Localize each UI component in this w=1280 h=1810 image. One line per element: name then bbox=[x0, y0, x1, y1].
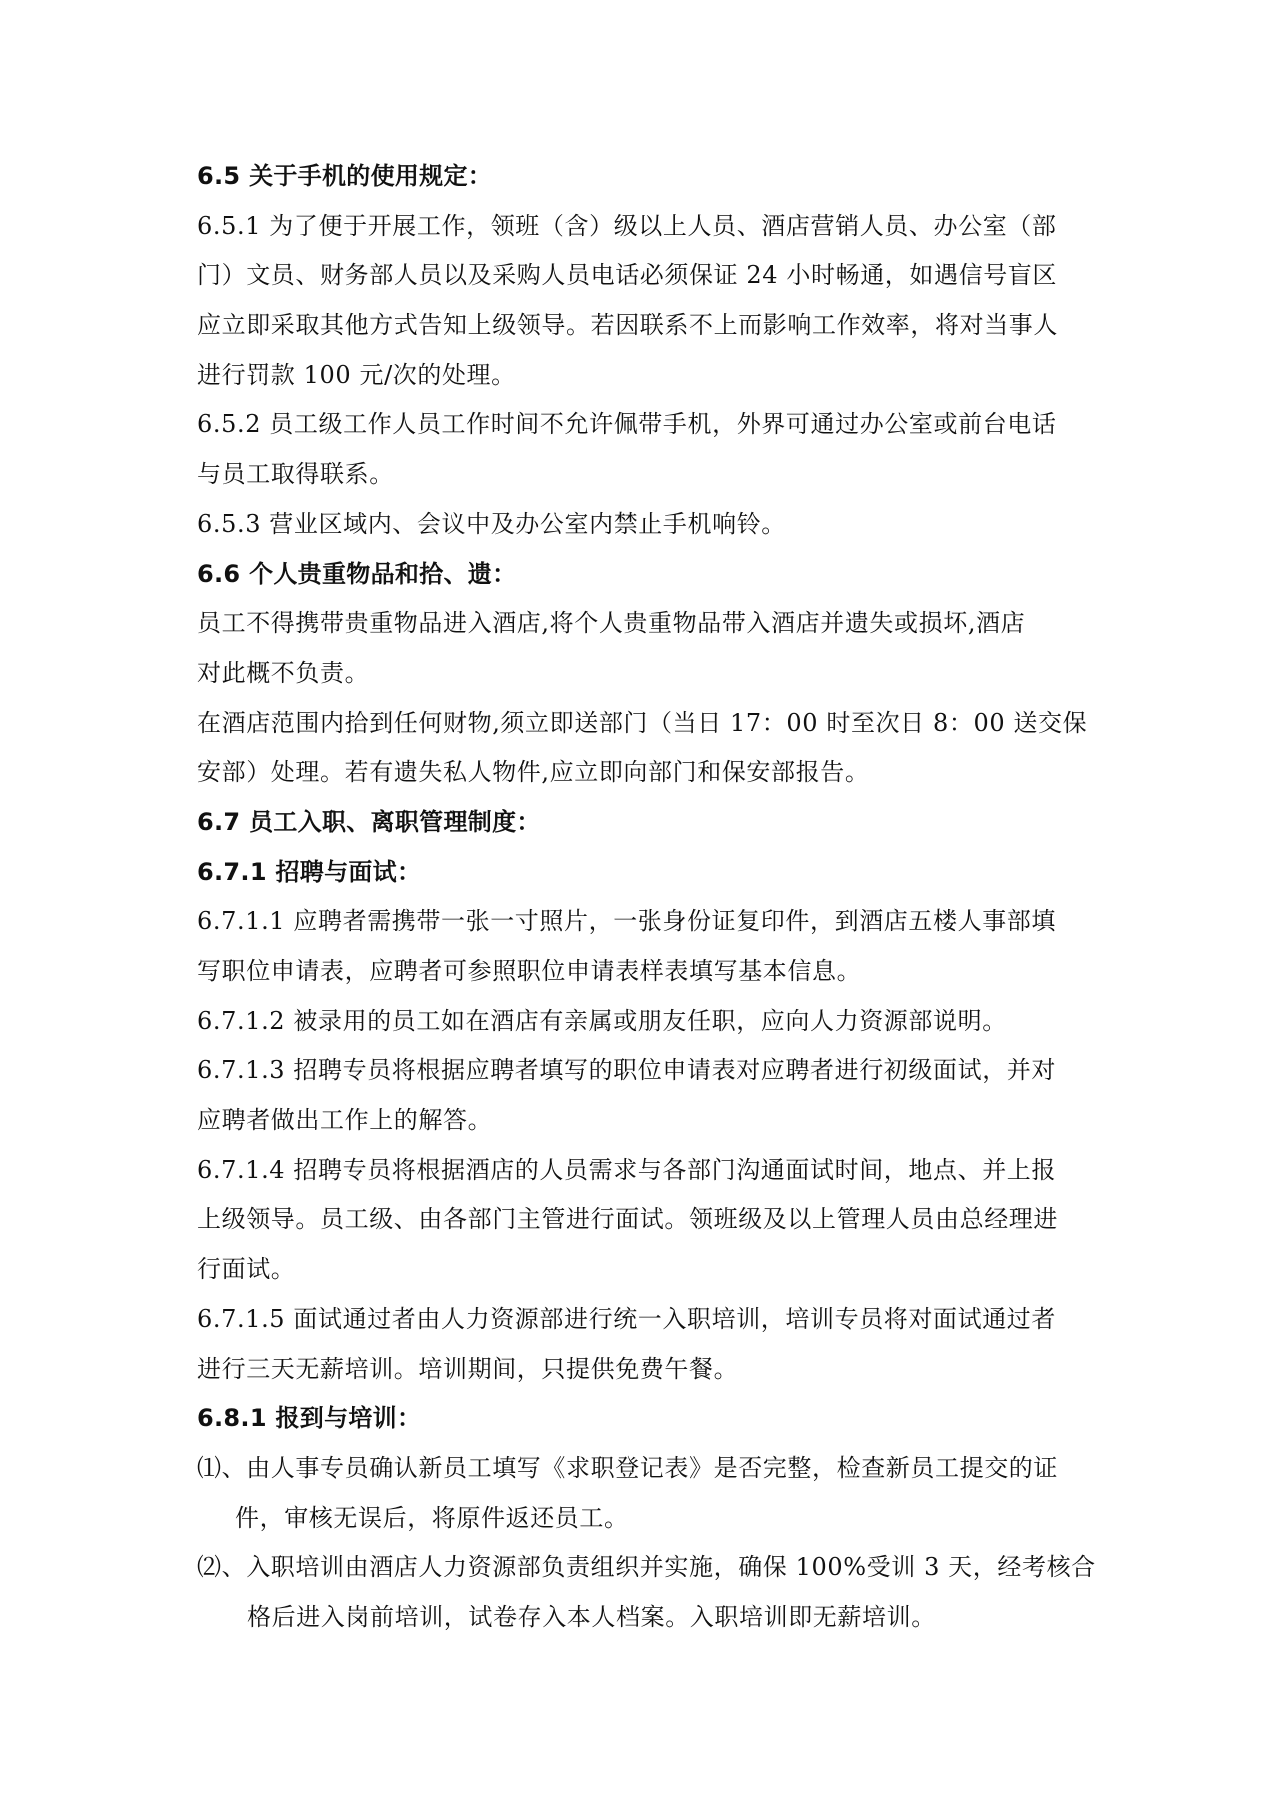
list-item-2: ⑵、入职培训由酒店人力资源部负责组织并实施，确保 100%受训 3 天，经考核合 bbox=[197, 1553, 1096, 1582]
subsection-heading-6-8-1: 6.8.1 报到与培训： bbox=[197, 1404, 422, 1433]
section-heading-6-6: 6.6 个人贵重物品和拾、遗： bbox=[197, 559, 517, 588]
subsection-heading-6-7-1: 6.7.1 招聘与面试： bbox=[197, 857, 422, 886]
section-heading-6-7: 6.7 员工入职、离职管理制度： bbox=[197, 807, 541, 836]
paragraph-line: 写职位申请表，应聘者可参照职位申请表样表填写基本信息。 bbox=[197, 957, 862, 985]
paragraph-line: 进行三天无薪培训。培训期间，只提供免费午餐。 bbox=[197, 1354, 739, 1383]
paragraph-line: 进行罚款 100 元/次的处理。 bbox=[197, 360, 516, 389]
paragraph-line: 对此概不负责。 bbox=[197, 658, 370, 687]
section-heading-6-5: 6.5 关于手机的使用规定： bbox=[197, 162, 493, 190]
paragraph-line: 行面试。 bbox=[197, 1255, 296, 1284]
paragraph-line: 6.7.1.4 招聘专员将根据酒店的人员需求与各部门沟通面试时间，地点、并上报 bbox=[197, 1155, 1056, 1184]
paragraph-line: 6.7.1.3 招聘专员将根据应聘者填写的职位申请表对应聘者进行初级面试，并对 bbox=[197, 1056, 1056, 1085]
document-page bbox=[197, 152, 1096, 1643]
list-item-1: ⑴、由人事专员确认新员工填写《求职登记表》是否完整，检查新员工提交的证 bbox=[197, 1453, 1058, 1482]
paragraph-line: 门）文员、财务部人员以及采购人员电话必须保证 24 小时畅通，如遇信号盲区 bbox=[197, 261, 1057, 290]
paragraph-line: 6.5.1 为了便于开展工作，领班（含）级以上人员、酒店营销人员、办公室（部 bbox=[197, 211, 1057, 240]
paragraph-line: 员工不得携带贵重物品进入酒店,将个人贵重物品带入酒店并遗失或损坏,酒店 bbox=[197, 609, 1026, 638]
paragraph-line: 6.7.1.1 应聘者需携带一张一寸照片，一张身份证复印件，到酒店五楼人事部填 bbox=[197, 907, 1056, 936]
paragraph-line: 上级领导。员工级、由各部门主管进行面试。领班级及以上管理人员由总经理进 bbox=[197, 1205, 1058, 1234]
paragraph-line: 6.7.1.2 被录用的员工如在酒店有亲属或朋友任职，应向人力资源部说明。 bbox=[197, 1006, 1007, 1035]
paragraph-line: 与员工取得联系。 bbox=[197, 460, 394, 489]
paragraph-line: 6.5.3 营业区域内、会议中及办公室内禁止手机响铃。 bbox=[197, 509, 786, 538]
paragraph-line: 6.5.2 员工级工作人员工作时间不允许佩带手机，外界可通过办公室或前台电话 bbox=[197, 410, 1057, 439]
paragraph-line: 在酒店范围内拾到任何财物,须立即送部门（当日 17：00 时至次日 8：00 送交保 bbox=[197, 708, 1088, 737]
list-item-1-continuation: 件，审核无误后，将原件返还员工。 bbox=[235, 1503, 629, 1532]
paragraph-line: 应立即采取其他方式告知上级领导。若因联系不上而影响工作效率，将对当事人 bbox=[197, 311, 1058, 340]
paragraph-line: 安部）处理。若有遗失私人物件,应立即向部门和保安部报告。 bbox=[197, 758, 870, 787]
list-item-2-continuation: 格后进入岗前培训，试卷存入本人档案。入职培训即无薪培训。 bbox=[247, 1602, 936, 1631]
paragraph-line: 6.7.1.5 面试通过者由人力资源部进行统一入职培训，培训专员将对面试通过者 bbox=[197, 1304, 1056, 1333]
paragraph-line: 应聘者做出工作上的解答。 bbox=[197, 1106, 493, 1135]
